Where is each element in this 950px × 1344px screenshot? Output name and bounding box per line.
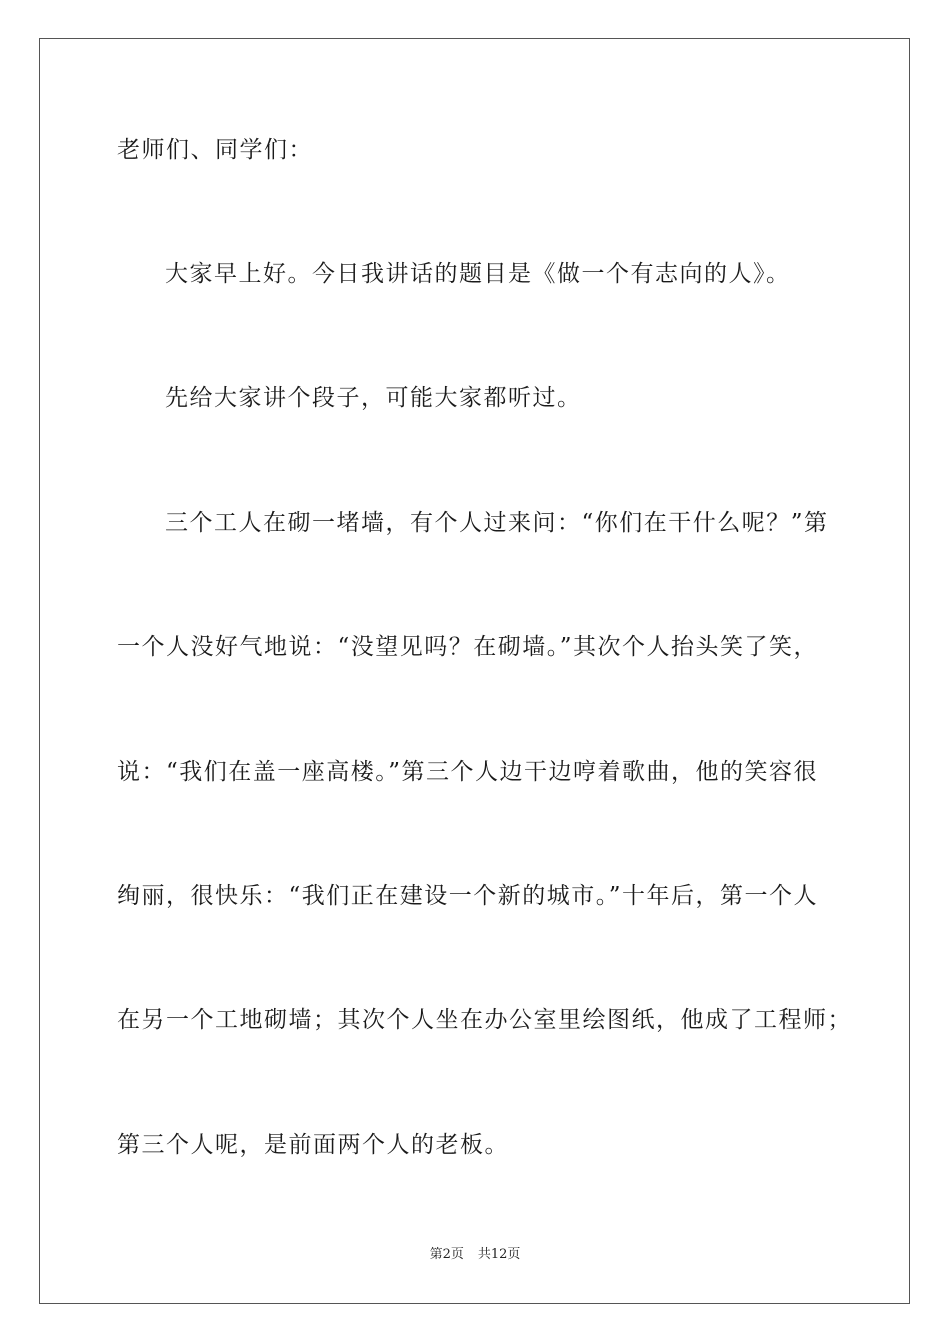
page-frame [39, 38, 910, 1304]
paragraph-1: 大家早上好。今日我讲话的题目是《做一个有志向的人》。 [165, 261, 791, 287]
paragraph-3-line-4: 绚丽，很快乐：“我们正在建设一个新的城市。”十年后，第一个人 [117, 883, 819, 909]
paragraph-3-line-1: 三个工人在砌一堵墙，有个人过来问：“你们在干什么呢？”第 [165, 510, 829, 536]
page-total: 共12页 [477, 1247, 521, 1262]
paragraph-3-line-5: 在另一个工地砌墙；其次个人坐在办公室里绘图纸，他成了工程师； [117, 1007, 852, 1033]
greeting: 老师们、同学们： [117, 137, 313, 163]
page-number: 第2页 [429, 1247, 464, 1262]
paragraph-2: 先给大家讲个段子，可能大家都听过。 [165, 385, 582, 411]
paragraph-3-line-3: 说：“我们在盖一座高楼。”第三个人边干边哼着歌曲，他的笑容很 [117, 759, 819, 785]
paragraph-3-line-2: 一个人没好气地说：“没望见吗？在砌墙。”其次个人抬头笑了笑， [117, 634, 819, 660]
page-footer [0, 1246, 950, 1264]
paragraph-3-line-6: 第三个人呢，是前面两个人的老板。 [117, 1132, 509, 1158]
